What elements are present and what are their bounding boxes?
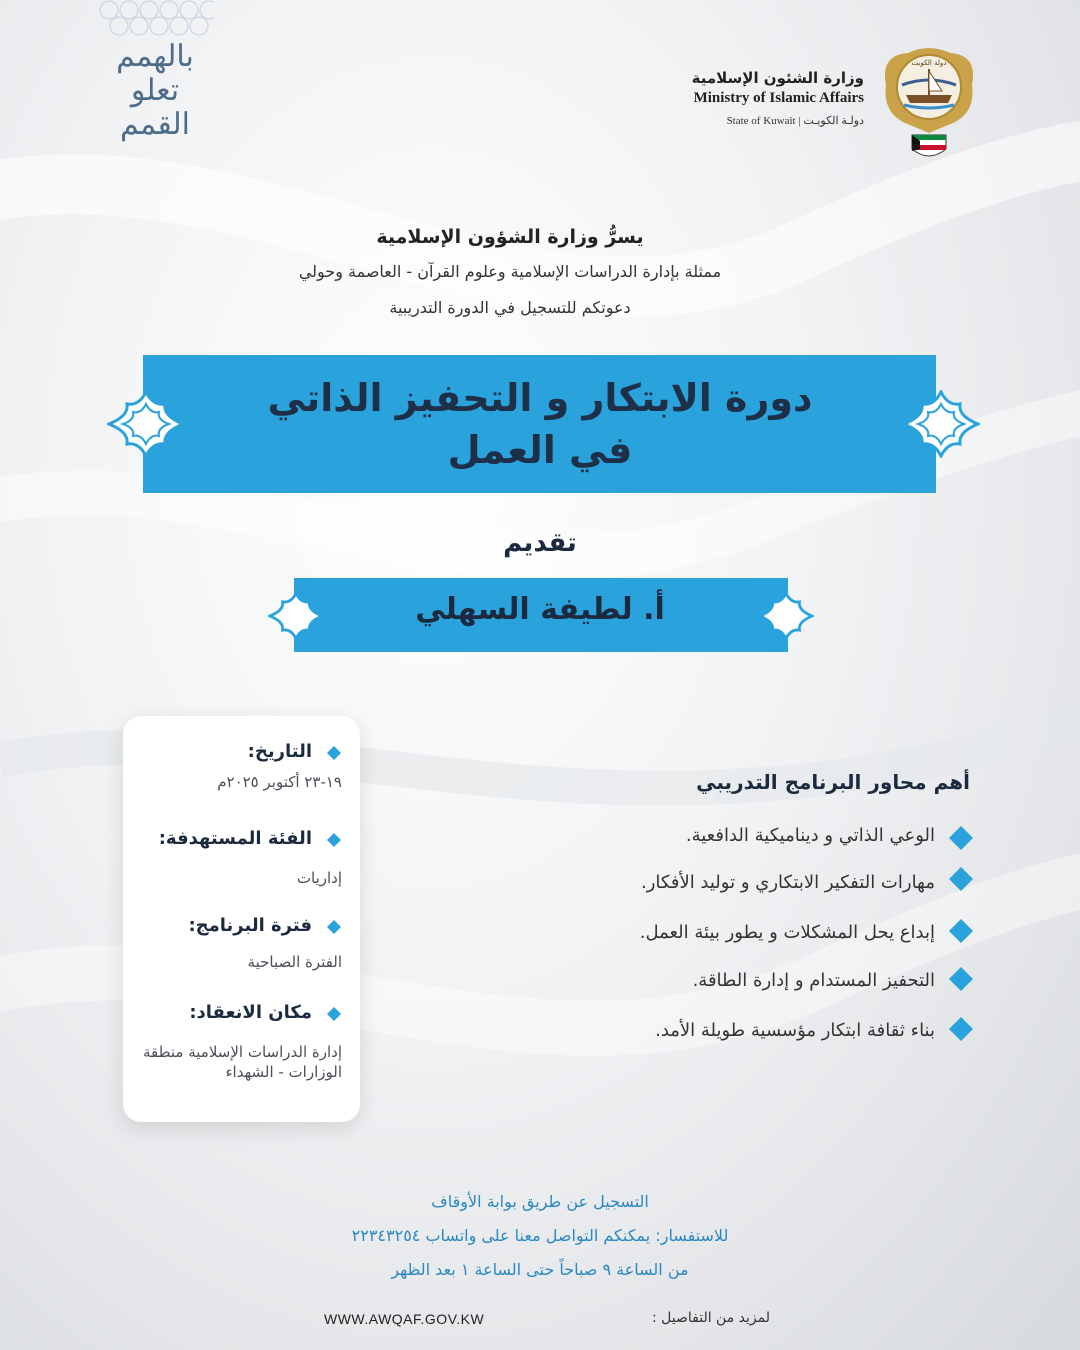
intro-line-3: دعوتكم للتسجيل في الدورة التدريبية — [389, 298, 631, 317]
axis-item: بناء ثقافة ابتكار مؤسسية طويلة الأمد. — [655, 1020, 935, 1041]
course-title-line-1: دورة الابتكار و التحفيز الذاتي — [267, 376, 813, 420]
date-label: التاريخ: — [247, 741, 312, 762]
axis-item: إبداع يحل المشكلات و يطور بيئة العمل. — [639, 922, 935, 943]
period-label: فترة البرنامج: — [188, 915, 312, 936]
date-value: ١٩-٢٣ أكتوبر ٢٠٢٥م — [217, 773, 342, 791]
diamond-bullet-icon — [327, 920, 341, 934]
ministry-name-ar: وزارة الشئون الإسلامية — [691, 69, 864, 87]
diamond-bullet-icon — [948, 918, 974, 944]
axis-item: مهارات التفكير الابتكاري و توليد الأفكار. — [641, 872, 935, 893]
ornament-name-right-icon — [758, 592, 814, 640]
diamond-bullet-icon — [948, 1016, 974, 1042]
axes-title: أهم محاور البرنامج التدريبي — [696, 770, 970, 794]
course-title — [160, 372, 920, 476]
registration-note: التسجيل عن طريق بوابة الأوقاف — [431, 1192, 649, 1211]
venue-value: إدارة الدراسات الإسلامية منطقة الوزارات - الشهداء — [142, 1043, 342, 1081]
intro-line-2: ممثلة بإدارة الدراسات الإسلامية وعلوم القرآن - العاصمة وحولي — [298, 262, 722, 281]
period-value: الفترة الصباحية — [247, 953, 342, 971]
diamond-bullet-icon — [327, 1007, 341, 1021]
slogan-pattern — [94, 0, 214, 38]
seal-text: دولة الكويت — [911, 59, 947, 67]
slogan-line-3: القمم — [120, 107, 190, 142]
ministry-name-en: Ministry of Islamic Affairs — [693, 90, 864, 106]
axis-item: التحفيز المستدام و إدارة الطاقة. — [692, 970, 935, 991]
presenter-name: أ. لطيفة السهلي — [415, 592, 665, 627]
audience-label: الفئة المستهدفة: — [158, 828, 312, 849]
diamond-bullet-icon — [327, 833, 341, 847]
diamond-bullet-icon — [948, 825, 974, 851]
more-details-label: لمزيد من التفاصيل : — [652, 1310, 770, 1326]
slogan — [95, 40, 215, 142]
slogan-line-1: بالهمم — [116, 39, 194, 74]
kuwait-emblem-icon — [878, 45, 980, 165]
ornament-name-left-icon — [268, 592, 324, 640]
diamond-bullet-icon — [948, 966, 974, 992]
audience-value: إداريات — [296, 869, 342, 887]
ministry-state-line: State of Kuwait | دولـة الكويـت — [726, 115, 864, 127]
slogan-line-2: تعلو — [130, 73, 180, 108]
diamond-bullet-icon — [327, 746, 341, 760]
website-link[interactable]: WWW.AWQAF.GOV.KW — [324, 1311, 485, 1327]
axis-item: الوعي الذاتي و ديناميكية الدافعية. — [685, 825, 935, 846]
inquiry-note: للاستفسار: يمكنكم التواصل معنا على واتساب ٢٢٣٤٣٢٥٤ — [351, 1226, 729, 1245]
presenter-label: تقديم — [503, 528, 577, 558]
course-title-line-2: في العمل — [447, 428, 633, 472]
diamond-bullet-icon — [948, 866, 974, 892]
hours-note: من الساعة ٩ صباحاً حتى الساعة ١ بعد الظهر — [391, 1260, 689, 1279]
intro-line-1: يسرُّ وزارة الشؤون الإسلامية — [376, 226, 644, 248]
venue-label: مكان الانعقاد: — [189, 1002, 312, 1023]
